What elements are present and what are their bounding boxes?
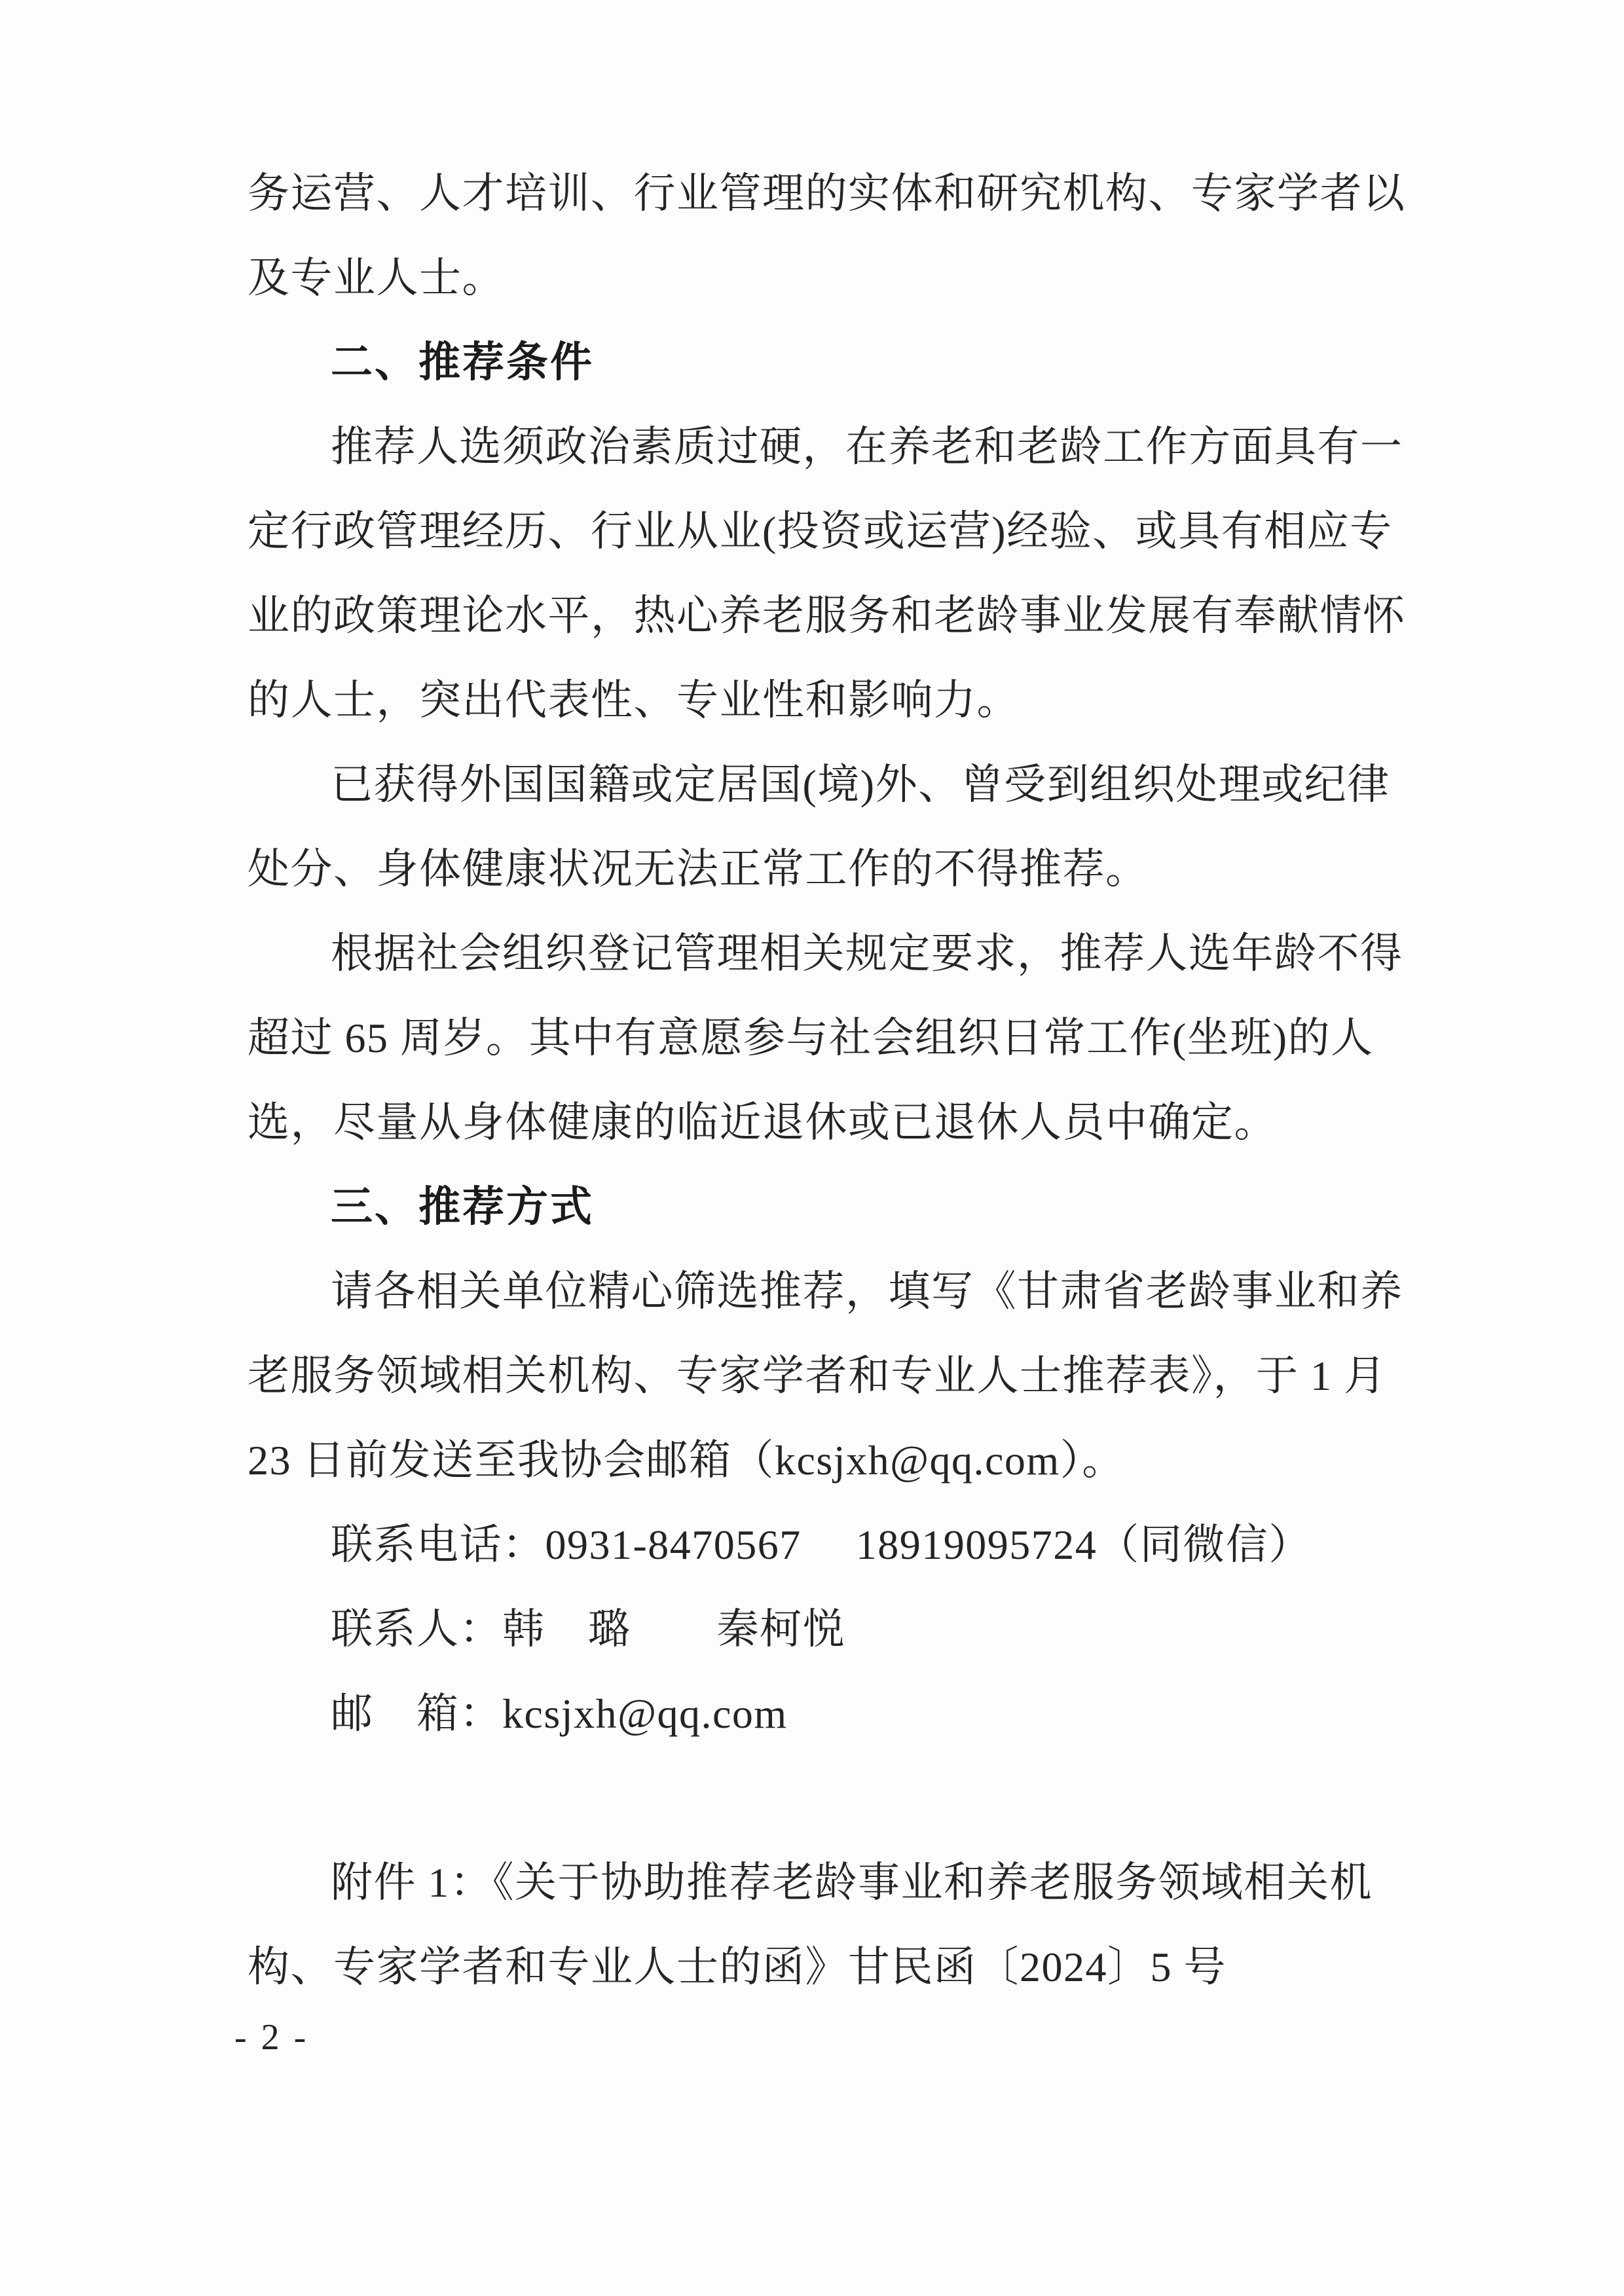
text-line: 推荐人选须政治素质过硬，在养老和老龄工作方面具有一 bbox=[331, 424, 1403, 470]
section-heading-recommendation-method: 三、推荐方式 bbox=[331, 1184, 594, 1230]
text-line: 请各相关单位精心筛选推荐，填写《甘肃省老龄事业和养 bbox=[331, 1268, 1403, 1315]
text-line: 超过 65 周岁。其中有意愿参与社会组织日常工作(坐班)的人 bbox=[248, 1015, 1374, 1061]
text-line: 及专业人士。 bbox=[248, 255, 505, 301]
attachment-line: 构、专家学者和专业人士的函》甘民函〔2024〕5 号 bbox=[248, 1944, 1227, 1990]
section-heading-recommendation-criteria: 二、推荐条件 bbox=[331, 339, 594, 386]
text-line: 处分、身体健康状况无法正常工作的不得推荐。 bbox=[248, 846, 1149, 892]
text-line: 老服务领域相关机构、专家学者和专业人士推荐表》，于 1 月 bbox=[248, 1353, 1387, 1399]
contact-phone-line: 联系电话：0931-8470567 18919095724（同微信） bbox=[331, 1522, 1312, 1568]
text-line: 务运营、人才培训、行业管理的实体和研究机构、专家学者以 bbox=[248, 170, 1406, 217]
text-line: 业的政策理论水平，热心养老服务和老龄事业发展有奉献情怀 bbox=[248, 592, 1406, 639]
contact-email-line: 邮 箱：kcsjxh@qq.com bbox=[331, 1690, 788, 1737]
text-line: 已获得外国国籍或定居国(境)外、曾受到组织处理或纪律 bbox=[331, 761, 1390, 808]
text-line: 定行政管理经历、行业从业(投资或运营)经验、或具有相应专 bbox=[248, 508, 1393, 555]
text-line: 23 日前发送至我协会邮箱（kcsjxh@qq.com）。 bbox=[248, 1437, 1125, 1484]
text-line: 根据社会组织登记管理相关规定要求，推荐人选年龄不得 bbox=[331, 930, 1403, 977]
contact-person-line: 联系人：韩 璐 秦柯悦 bbox=[331, 1606, 845, 1652]
page-number: - 2 - bbox=[234, 2017, 309, 2058]
text-line: 的人士，突出代表性、专业性和影响力。 bbox=[248, 677, 1020, 723]
text-line: 选，尽量从身体健康的临近退休或已退休人员中确定。 bbox=[248, 1099, 1277, 1146]
attachment-line: 附件 1：《关于协助推荐老龄事业和养老服务领域相关机 bbox=[331, 1859, 1373, 1906]
